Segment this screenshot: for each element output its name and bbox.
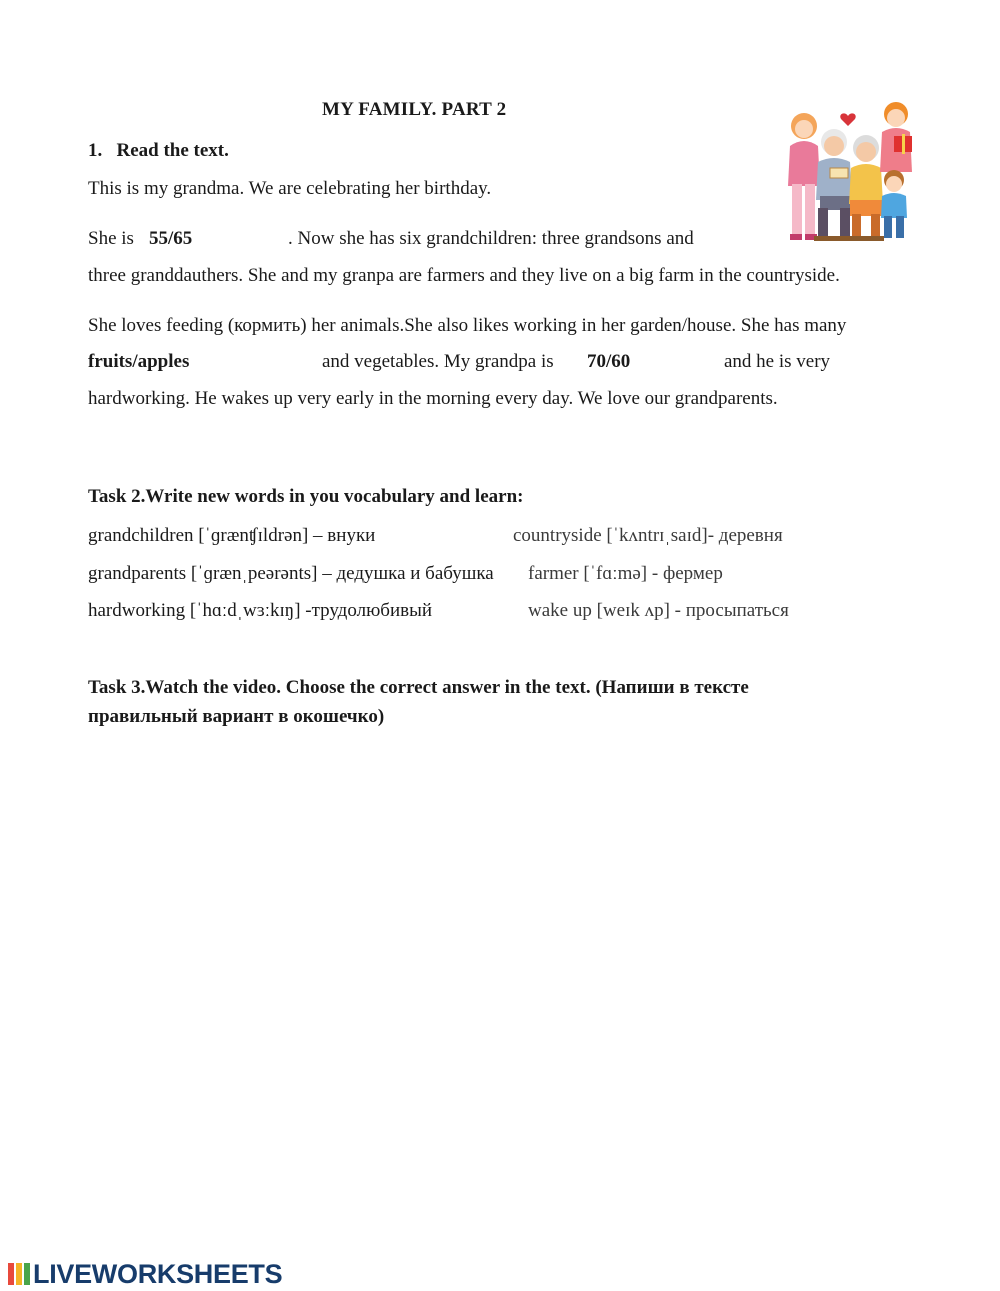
text-line-2-post: . Now she has six grandchildren: three grandsons and <box>288 228 694 249</box>
vocab-left-1: grandchildren [ˈɡrænʧɪldrən] – внуки <box>88 525 376 546</box>
liveworksheets-logo <box>8 1259 282 1289</box>
task3-line-2: правильный вариант в окошечко) <box>88 706 385 727</box>
vocab-right-3: wake up [weɪk ʌp] - просыпаться <box>528 600 789 621</box>
section1-heading <box>88 140 229 162</box>
vocab-left-3: hardworking [ˈhɑːdˌwɜːkɪŋ] -трудолюбивый <box>88 600 433 621</box>
answer-age-grandma[interactable]: 55/65 <box>149 228 193 249</box>
heading-number: 1. <box>88 140 103 161</box>
task3-line-1: Task 3.Watch the video. Choose the correct answer in the text. (Напиши в тексте <box>88 677 749 698</box>
logo-text: LIVEWORKSHEETS <box>33 1258 283 1289</box>
family-illustration <box>778 96 923 248</box>
text-line-4: She loves feeding (кормить) her animals.She also likes working in her garden/house. She has many <box>88 315 847 336</box>
text-line-6: hardworking. He wakes up very early in the morning every day. We love our grandparents. <box>88 388 778 409</box>
logo-mark-icon <box>8 1261 30 1287</box>
heading-text: Read the text. <box>116 140 229 161</box>
answer-age-grandpa[interactable]: 70/60 <box>587 351 631 372</box>
text-line-1: This is my grandma. We are celebrating her birthday. <box>88 178 492 199</box>
vocab-left-2: grandparents [ˈɡrænˌpeərənts] – дедушка и бабушка <box>88 563 494 584</box>
text-line-3: three granddauthers. She and my granpa are farmers and they live on a big farm in the countryside. <box>88 265 840 286</box>
text-line-5-mid: and vegetables. My grandpa is <box>322 351 554 372</box>
task2-heading: Task 2.Write new words in you vocabulary and learn: <box>88 486 524 507</box>
vocab-right-2: farmer [ˈfɑːmə] - фермер <box>528 563 723 584</box>
page-title: MY FAMILY. PART 2 <box>322 99 507 120</box>
text-line-5-post: and he is very <box>724 351 831 372</box>
text-line-2-pre: She is <box>88 228 134 249</box>
answer-fruits[interactable]: fruits/apples <box>88 351 190 372</box>
vocab-right-1: countryside [ˈkʌntrɪˌsaɪd]- деревня <box>513 525 783 546</box>
